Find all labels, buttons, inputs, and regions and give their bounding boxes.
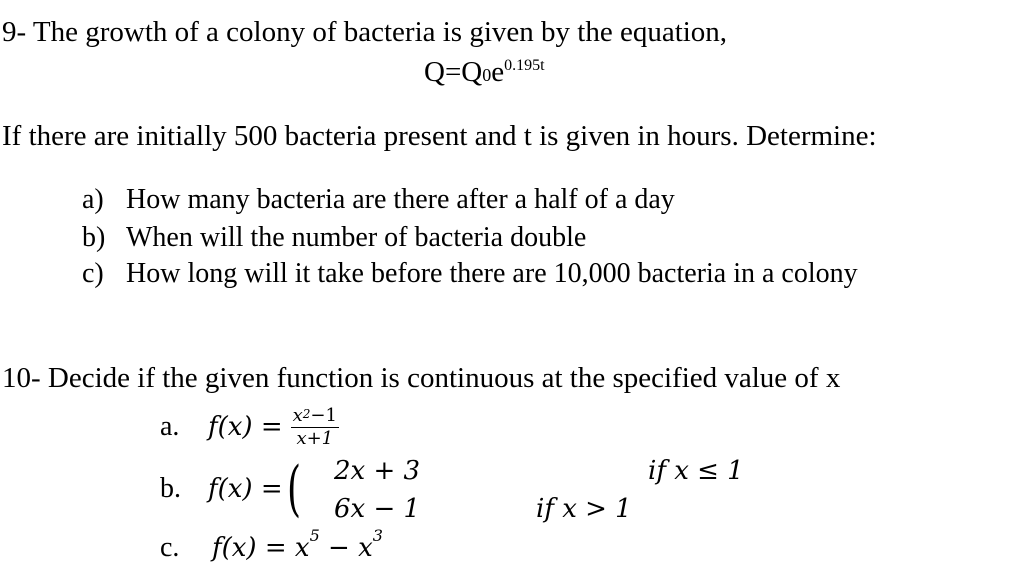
- q9-item-b: [82, 222, 586, 254]
- q10-item-b-cond2: if x > 1: [536, 494, 632, 524]
- q10-item-b-lhs: f(x) =: [208, 474, 283, 504]
- q10-item-c-expr: [212, 526, 383, 563]
- q10-item-a-fraction: [291, 406, 339, 449]
- q9-item-a-text: How many bacteria are there after a half of a day: [126, 184, 675, 215]
- q9-item-c: [82, 258, 858, 290]
- a-num-rest: −1: [310, 404, 337, 426]
- q9-eq-left: Q=Q: [424, 56, 483, 88]
- q10-item-b-case2: 6x − 1: [334, 494, 421, 524]
- q10-item-b-cond1: if x ≤ 1: [648, 456, 744, 486]
- a-num-base: x: [292, 404, 303, 426]
- q9-item-a-label: a): [82, 184, 104, 215]
- q9-item-b-label: b): [82, 222, 106, 253]
- q10-item-a-lhs: f(x) =: [208, 412, 283, 442]
- q10-item-a-numerator: [291, 406, 339, 428]
- q9-eq-base: e: [491, 56, 505, 88]
- q10-item-b-label: b.: [160, 473, 181, 504]
- q9-item-a: [82, 184, 675, 216]
- q9-equation: [424, 56, 545, 91]
- c-exp1: 5: [309, 526, 320, 545]
- q9-eq-exponent: 0.195t: [504, 57, 545, 74]
- q9-item-c-label: c): [82, 258, 104, 289]
- c-lhs: f(x) = x: [212, 533, 310, 563]
- q10-item-b: [160, 456, 310, 522]
- q10-item-c-label: c.: [160, 532, 180, 563]
- q10-item-b-case1: 2x + 3: [334, 456, 421, 486]
- q10-item-c: [160, 526, 383, 564]
- q9-eq-sub: 0: [482, 65, 492, 85]
- q10-item-a-label: a.: [160, 411, 180, 442]
- q10-heading: 10- Decide if the given function is continuous at the specified value of x: [2, 362, 841, 394]
- c-exp2: 3: [372, 526, 383, 545]
- a-num-exp: 2: [302, 406, 311, 421]
- c-mid: − x: [319, 533, 373, 563]
- q9-intro: If there are initially 500 bacteria present and t is given in hours. Determine:: [2, 120, 877, 152]
- q10-item-a: [160, 396, 339, 458]
- q9-heading: 9- The growth of a colony of bacteria is given by the equation,: [2, 16, 728, 48]
- q9-item-c-text: How long will it take before there are 10,000 bacteria in a colony: [126, 258, 858, 289]
- q10-item-b-brace: (: [286, 454, 301, 524]
- q10-item-a-denominator: x+1: [296, 427, 334, 449]
- q9-item-b-text: When will the number of bacteria double: [126, 222, 587, 253]
